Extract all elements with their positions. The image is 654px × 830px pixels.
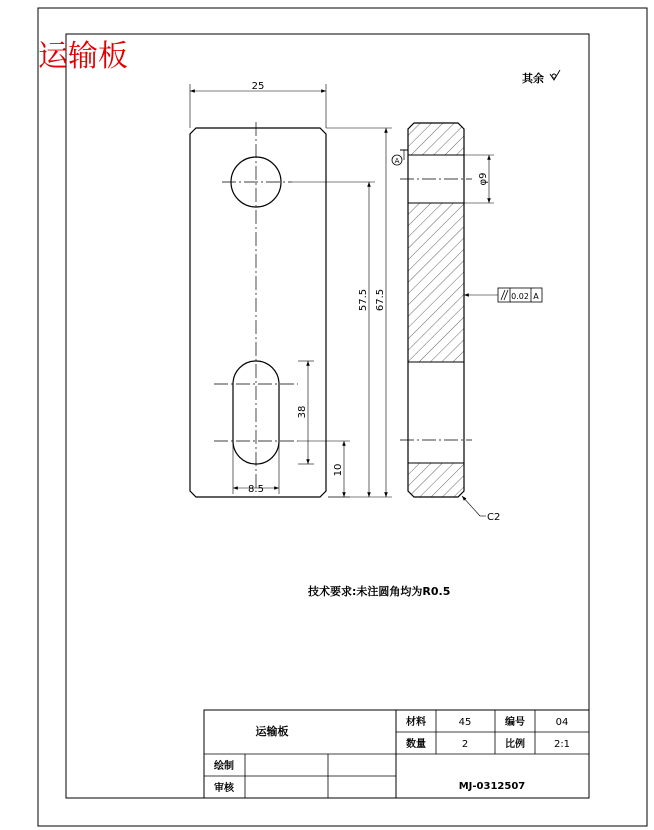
dim-slot-length: 38 <box>297 405 308 419</box>
datum-a-symbol <box>392 150 408 165</box>
number-label: 编号 <box>505 717 525 728</box>
part-name: 运输板 <box>255 725 289 738</box>
tolerance-value: 0.02 <box>511 292 529 301</box>
scale-value: 2:1 <box>553 739 571 750</box>
title-block <box>204 710 589 798</box>
dim-total-length: 67.5 <box>375 288 386 312</box>
surface-finish-icon <box>550 70 560 80</box>
qty-label: 数量 <box>406 739 426 750</box>
surface-finish-note: 其余 <box>522 72 544 85</box>
outer-border <box>38 8 647 826</box>
technical-requirements: 技术要求:未注圆角均为R0.5 <box>308 585 451 598</box>
dim-chamfer: C2 <box>487 512 501 523</box>
datum-label: A <box>394 157 400 165</box>
drawing-number: MJ-0312507 <box>458 781 526 792</box>
number-value: 04 <box>555 717 569 728</box>
section-view <box>392 123 542 523</box>
inner-border <box>66 34 589 798</box>
dim-hole-spacing: 57.5 <box>358 288 369 312</box>
front-view <box>190 81 392 497</box>
review-label: 审核 <box>214 783 234 794</box>
qty-value: 2 <box>461 739 469 750</box>
plate-outline <box>190 128 326 497</box>
material-label: 材料 <box>406 717 426 728</box>
material-value: 45 <box>458 717 472 728</box>
parallelism-tolerance-frame <box>464 288 542 302</box>
tolerance-datum: A <box>533 292 539 301</box>
dim-slot-width: 8.5 <box>248 484 264 495</box>
dim-width: 25 <box>251 81 265 92</box>
dim-slot-offset: 10 <box>333 463 344 477</box>
scale-label: 比例 <box>505 739 525 750</box>
drawn-label: 绘制 <box>214 761 234 772</box>
drawing-title: 运输板 <box>38 39 128 74</box>
dim-hole-diameter: φ9 <box>478 172 489 186</box>
